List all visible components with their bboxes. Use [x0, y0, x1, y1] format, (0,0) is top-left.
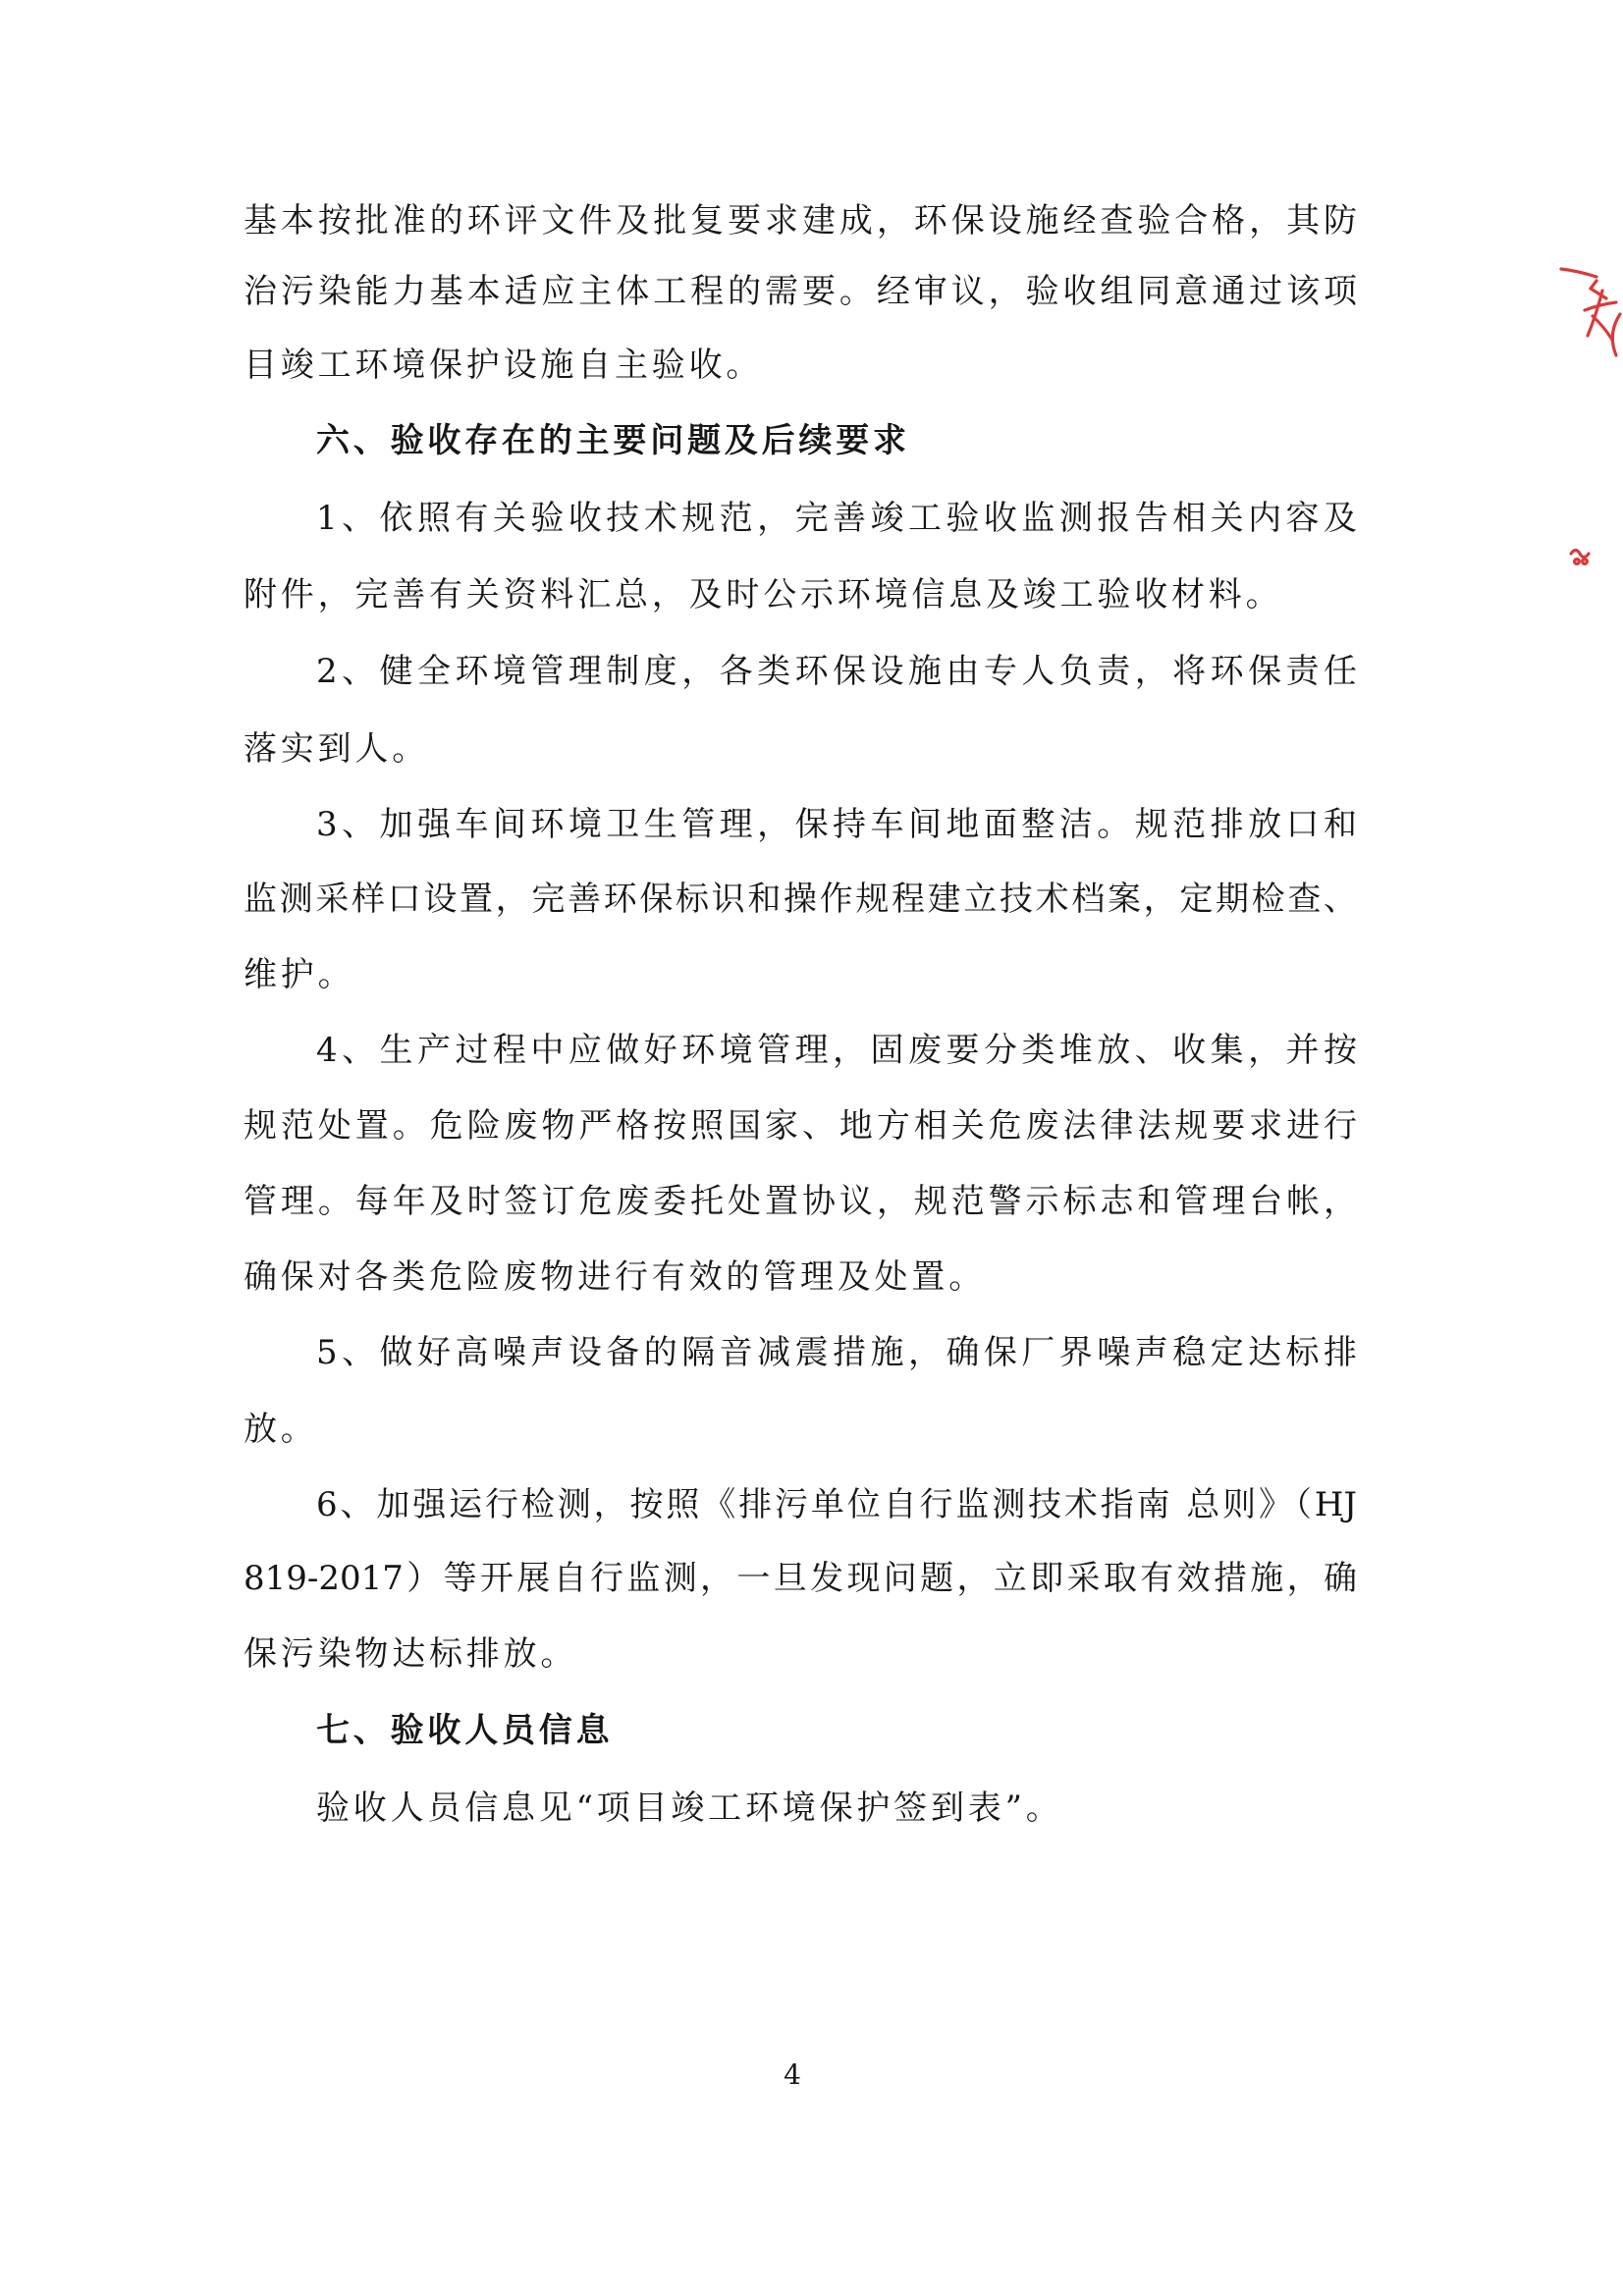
section-7-heading: 七、验收人员信息: [316, 1711, 614, 1750]
intro-line-3: 目竣工环境保护设施自主验收。: [243, 346, 764, 385]
section-7-line-1: 验收人员信息见“项目竣工环境保护签到表”。: [316, 1789, 1063, 1828]
page-number: 4: [784, 2058, 801, 2091]
intro-line-1: 基本按批准的环评文件及批复要求建成，环保设施经查验合格，其防: [243, 201, 1357, 240]
item-3-line-3: 维护。: [243, 955, 355, 994]
item-3-line-2: 监测采样口设置，完善环保标识和操作规程建立技术档案，定期检查、: [243, 880, 1357, 919]
item-6-line-3: 保污染物达标排放。: [243, 1634, 578, 1674]
item-6-line-1: 6、加强运行检测，按照《排污单位自行监测技术指南 总则》（HJ: [316, 1485, 1357, 1524]
item-1-line-1: 1、依照有关验收技术规范，完善竣工验收监测报告相关内容及: [316, 499, 1357, 538]
item-5-line-1: 5、做好高噪声设备的隔音减震措施，确保厂界噪声稳定达标排: [316, 1333, 1357, 1372]
item-4-line-2: 规范处置。危险废物严格按照国家、地方相关危废法律法规要求进行: [243, 1106, 1357, 1146]
item-3-line-1: 3、加强车间环境卫生管理，保持车间地面整洁。规范排放口和: [316, 805, 1357, 844]
item-4-line-1: 4、生产过程中应做好环境管理，固废要分类堆放、收集，并按: [316, 1031, 1357, 1070]
item-4-line-3: 管理。每年及时签订危废委托处置协议，规范警示标志和管理台帐，: [243, 1182, 1357, 1221]
item-6-line-2: 819-2017）等开展自行监测，一旦发现问题，立即采取有效措施，确: [243, 1559, 1357, 1598]
item-5-line-2: 放。: [243, 1410, 318, 1449]
handwritten-signature-mark: [1542, 245, 1623, 579]
intro-line-2: 治污染能力基本适应主体工程的需要。经审议，验收组同意通过该项: [243, 272, 1357, 311]
item-2-line-1: 2、健全环境管理制度，各类环保设施由专人负责，将环保责任: [316, 652, 1357, 691]
item-2-line-2: 落实到人。: [243, 729, 429, 769]
section-6-heading: 六、验收存在的主要问题及后续要求: [316, 421, 910, 460]
item-1-line-2: 附件，完善有关资料汇总，及时公示环境信息及竣工验收材料。: [243, 575, 1283, 614]
item-4-line-4: 确保对各类危险废物进行有效的管理及处置。: [243, 1257, 986, 1297]
